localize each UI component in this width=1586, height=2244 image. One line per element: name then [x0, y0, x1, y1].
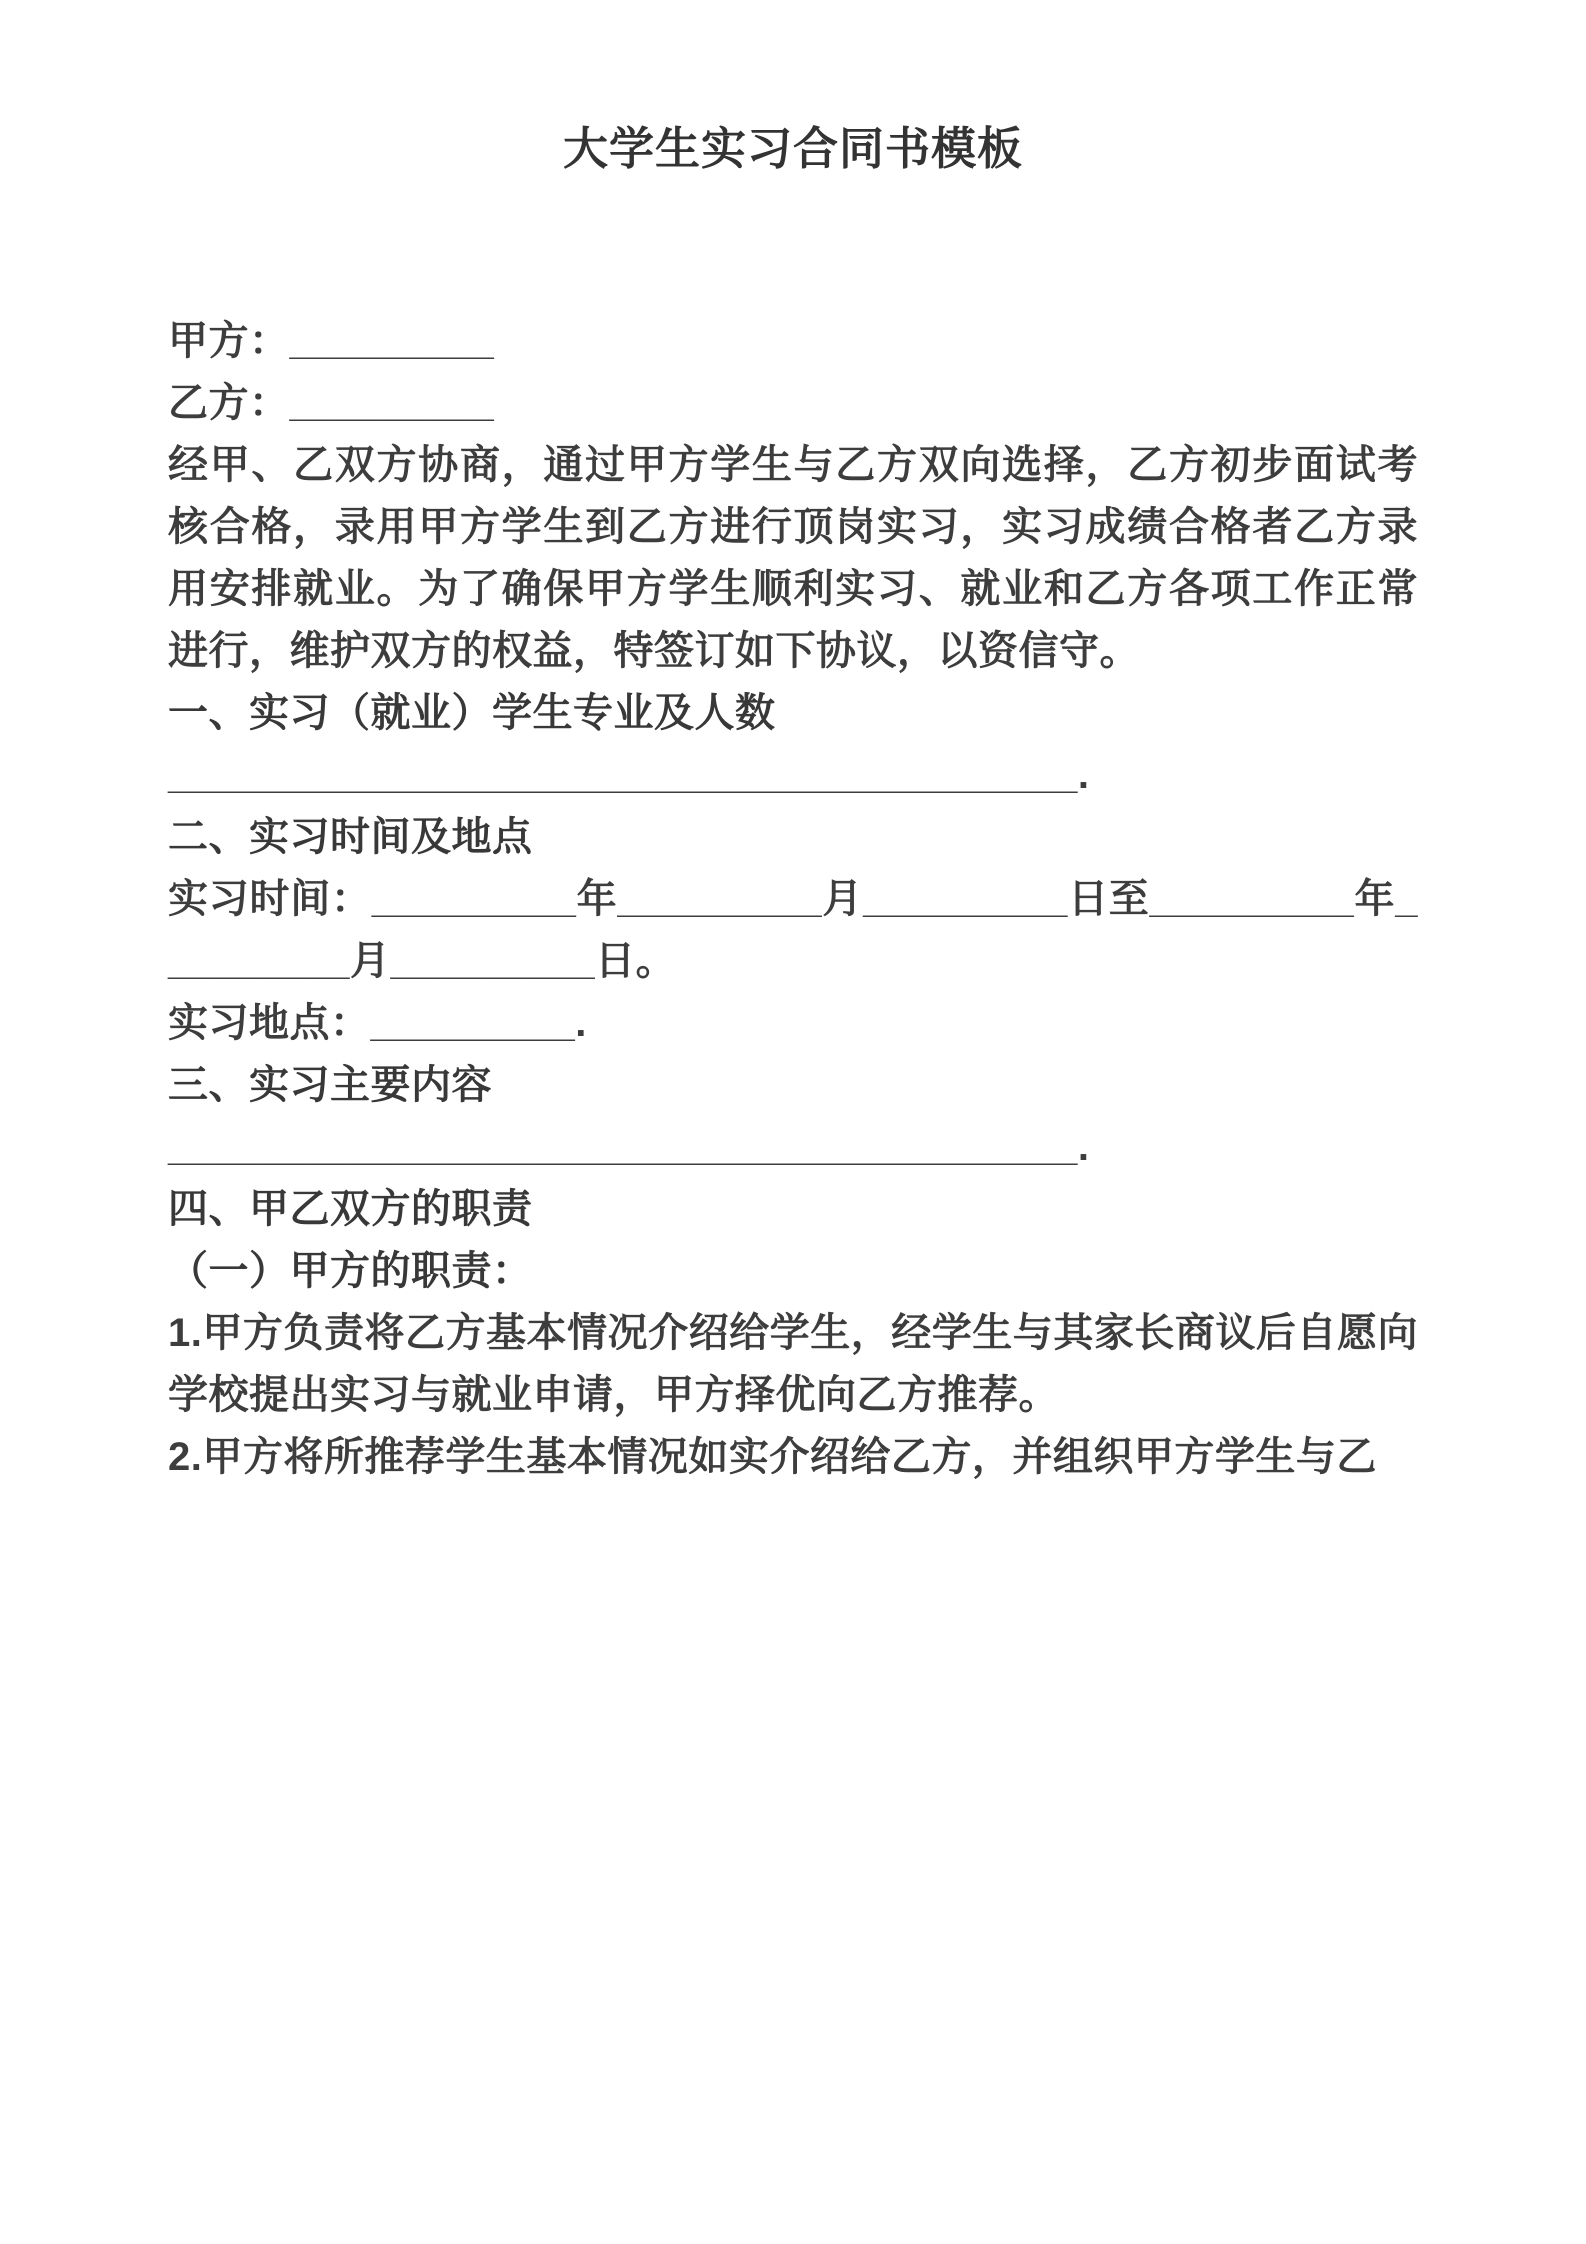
section-1-blank-line: ________________________________________.	[168, 753, 1090, 797]
party-a-duties-subheading: （一）甲方的职责：	[168, 1249, 533, 1293]
document-title: 大学生实习合同书模板	[562, 123, 1023, 174]
party-b-line: 乙方：_________	[168, 381, 495, 425]
party-a-duty-2: 2.甲方将所推荐学生基本情况如实介绍给乙方，并组织甲方学生与乙	[168, 1435, 1377, 1479]
section-3-heading: 三、实习主要内容	[168, 1063, 492, 1107]
party-a-duty-1: 1.甲方负责将乙方基本情况介绍给学生，经学生与其家长商议后自愿向学校提出实习与就业申请，甲方择优向乙方推荐。	[168, 1311, 1418, 1417]
section-3-blank-line: ________________________________________.	[168, 1125, 1090, 1169]
section-4-heading: 四、甲乙双方的职责	[168, 1187, 533, 1231]
section-1-heading: 一、实习（就业）学生专业及人数	[168, 691, 776, 735]
section-2-heading: 二、实习时间及地点	[168, 815, 533, 859]
party-a-line: 甲方：_________	[168, 319, 495, 363]
internship-location-line: 实习地点：_________.	[168, 1001, 587, 1045]
preamble-paragraph: 经甲、乙双方协商，通过甲方学生与乙方双向选择，乙方初步面试考核合格，录用甲方学生到乙方进行顶岗实习，实习成绩合格者乙方录用安排就业。为了确保甲方学生顺利实习、就业和乙方各项工作正常进行，维护双方的权益，特签订如下协议，以资信守。	[168, 443, 1418, 673]
internship-time-line: 实习时间：_________年_________月_________日至_________年_________月_________日。	[168, 877, 1418, 983]
